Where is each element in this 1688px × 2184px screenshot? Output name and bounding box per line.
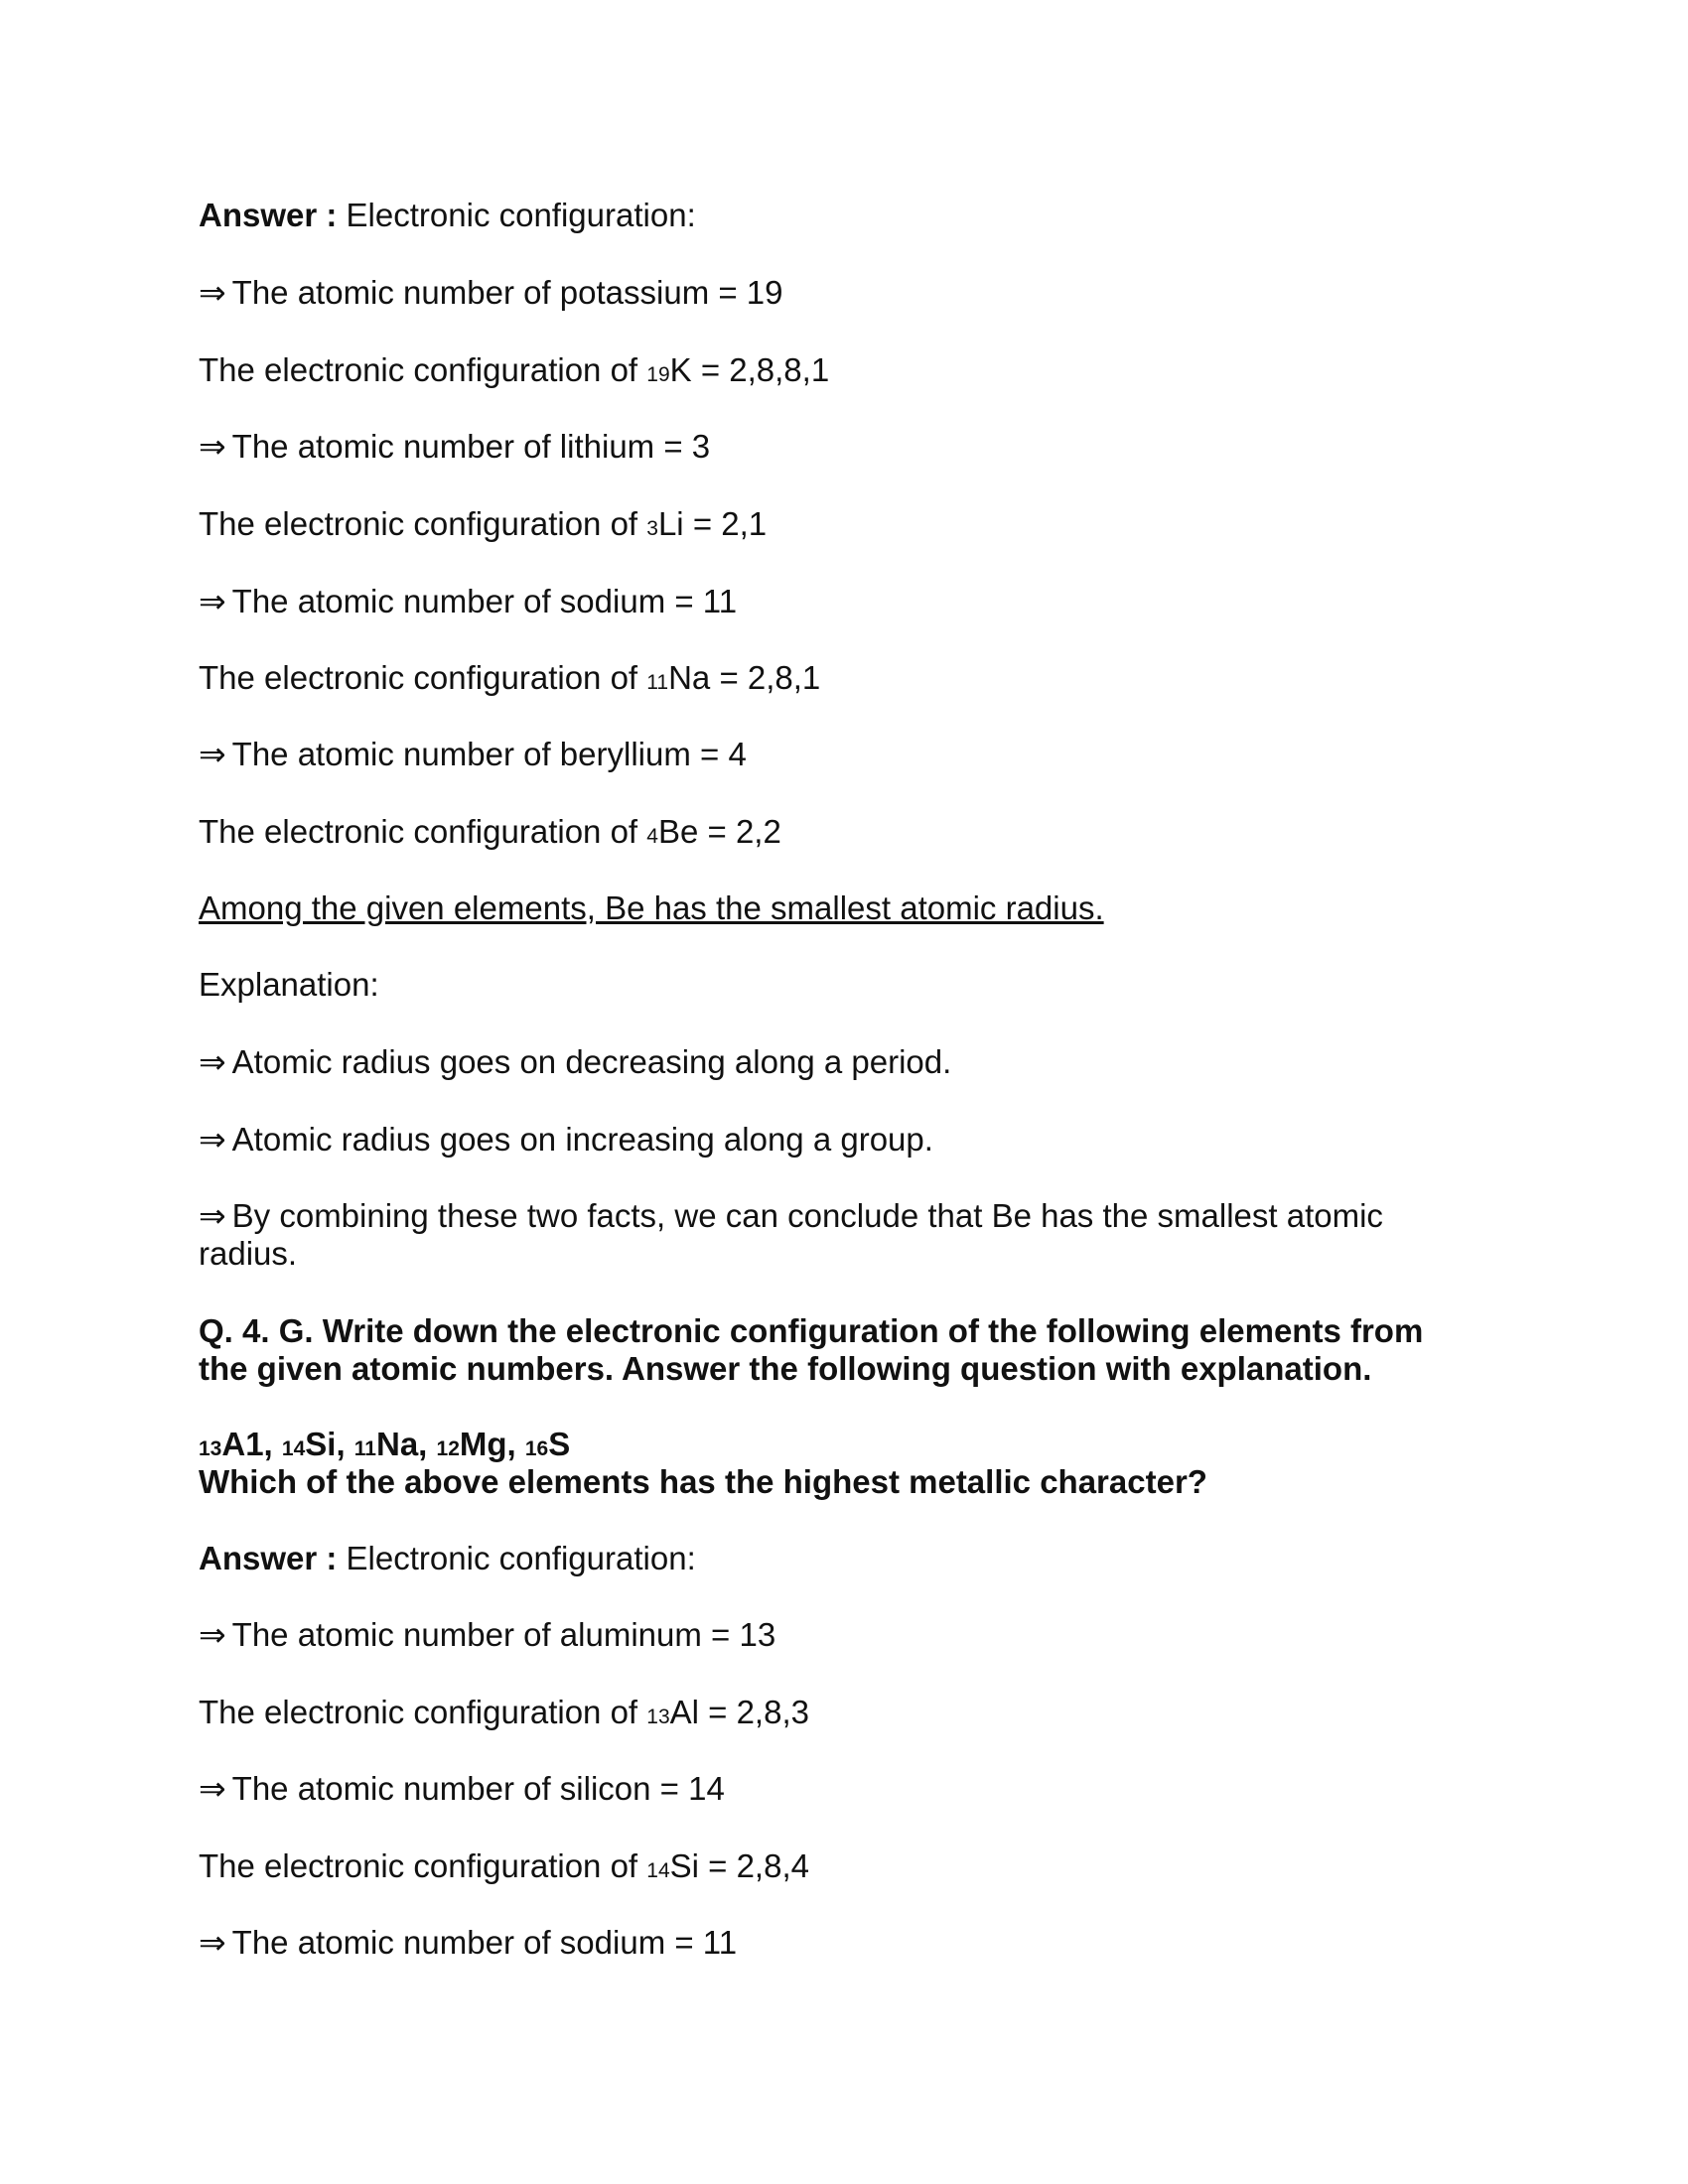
explanation-label: Explanation:: [199, 966, 379, 1003]
separator: ,: [336, 1426, 354, 1462]
element-symbol: Si: [305, 1426, 337, 1462]
config-line: [199, 1847, 809, 1890]
question-prompt: Which of the above elements has the highest metallic character?: [199, 1463, 1207, 1500]
atomic-subscript: 13: [199, 1437, 222, 1460]
config-line: [199, 813, 781, 856]
config-prefix: The electronic configuration of: [199, 659, 638, 696]
element-item: [437, 1426, 525, 1462]
element-item: [199, 1426, 282, 1462]
element-symbol: A1: [221, 1426, 264, 1462]
atomic-number-line: [199, 274, 783, 312]
config-line: [199, 505, 767, 548]
atomic-subscript: 14: [646, 1859, 670, 1882]
arrow-icon: ⇒: [199, 1197, 226, 1234]
config-value: = 2,2: [707, 813, 781, 850]
atomic-number-line: [199, 428, 710, 466]
element-list: [199, 1426, 570, 1468]
atomic-number-text: The atomic number of aluminum = 13: [231, 1616, 776, 1653]
answer-label: Answer :: [199, 1540, 338, 1576]
element-symbol: Li: [657, 505, 684, 542]
element-item: [354, 1426, 437, 1462]
atomic-subscript: 11: [353, 1437, 376, 1460]
conclusion-text: Among the given elements, Be has the smallest atomic radius.: [199, 889, 1104, 926]
atomic-subscript: 13: [646, 1706, 670, 1728]
atomic-number-line: [199, 1924, 737, 1962]
explanation-item: [199, 1043, 951, 1081]
atomic-number-text: The atomic number of lithium = 3: [231, 428, 711, 465]
element-symbol: Mg: [459, 1426, 507, 1462]
separator: ,: [418, 1426, 437, 1462]
atomic-subscript: 3: [646, 517, 658, 540]
arrow-icon: ⇒: [199, 1924, 226, 1961]
atomic-subscript: 16: [524, 1437, 549, 1460]
atomic-number-text: The atomic number of beryllium = 4: [231, 736, 747, 772]
element-symbol: Al: [669, 1694, 699, 1730]
arrow-icon: ⇒: [199, 1121, 226, 1158]
explanation-item: [199, 1121, 933, 1159]
atomic-number-text: The atomic number of sodium = 11: [231, 583, 738, 619]
answer-heading: [199, 197, 696, 234]
config-line: [199, 659, 820, 702]
arrow-icon: ⇒: [199, 1770, 226, 1807]
config-value: = 2,1: [692, 505, 768, 542]
config-prefix: The electronic configuration of: [199, 813, 638, 850]
config-prefix: The electronic configuration of: [199, 351, 638, 388]
config-value: = 2,8,1: [719, 659, 821, 696]
atomic-number-text: The atomic number of sodium = 11: [231, 1924, 738, 1961]
atomic-number-text: The atomic number of potassium = 19: [231, 274, 783, 311]
explanation-text: Atomic radius goes on increasing along a group.: [231, 1121, 933, 1158]
explanation-text: Atomic radius goes on decreasing along a period.: [231, 1043, 952, 1080]
atomic-number-line: [199, 1770, 725, 1808]
atomic-subscript: 11: [646, 671, 669, 694]
config-line: [199, 1694, 809, 1736]
element-symbol: Na: [668, 659, 711, 696]
question-title: Q. 4. G. Write down the electronic configuration of the following elements from the given atomic numbers. Answer the following question with explanation.: [199, 1312, 1424, 1387]
element-symbol: Be: [657, 813, 699, 850]
separator: ,: [263, 1426, 282, 1462]
atomic-subscript: 4: [646, 825, 658, 848]
config-prefix: The electronic configuration of: [199, 1847, 638, 1884]
atomic-subscript: 19: [646, 363, 670, 386]
element-symbol: Na: [375, 1426, 419, 1462]
config-line: [199, 351, 829, 394]
separator: ,: [506, 1426, 525, 1462]
atomic-subscript: 14: [281, 1437, 306, 1460]
arrow-icon: ⇒: [199, 428, 226, 465]
arrow-icon: ⇒: [199, 1616, 226, 1653]
atomic-number-line: [199, 583, 737, 620]
arrow-icon: ⇒: [199, 736, 226, 772]
explanation-text: By combining these two facts, we can conclude that Be has the smallest atomic radius.: [199, 1197, 1383, 1272]
config-prefix: The electronic configuration of: [199, 1694, 638, 1730]
element-item: [525, 1426, 570, 1462]
explanation-item: [199, 1197, 1479, 1273]
config-prefix: The electronic configuration of: [199, 505, 638, 542]
element-symbol: K: [669, 351, 692, 388]
element-item: [282, 1426, 354, 1462]
arrow-icon: ⇒: [199, 1043, 226, 1080]
arrow-icon: ⇒: [199, 583, 226, 619]
answer-heading: [199, 1540, 696, 1577]
atomic-number-line: [199, 736, 747, 773]
arrow-icon: ⇒: [199, 274, 226, 311]
atomic-number-text: The atomic number of silicon = 14: [231, 1770, 725, 1807]
answer-text: Electronic configuration:: [346, 197, 696, 233]
config-value: = 2,8,8,1: [700, 351, 830, 388]
atomic-subscript: 12: [436, 1437, 460, 1460]
answer-label: Answer :: [199, 197, 338, 233]
answer-text: Electronic configuration:: [346, 1540, 696, 1576]
config-value: = 2,8,3: [708, 1694, 809, 1730]
config-value: = 2,8,4: [708, 1847, 809, 1884]
element-symbol: S: [548, 1426, 571, 1462]
element-symbol: Si: [669, 1847, 699, 1884]
atomic-number-line: [199, 1616, 775, 1654]
